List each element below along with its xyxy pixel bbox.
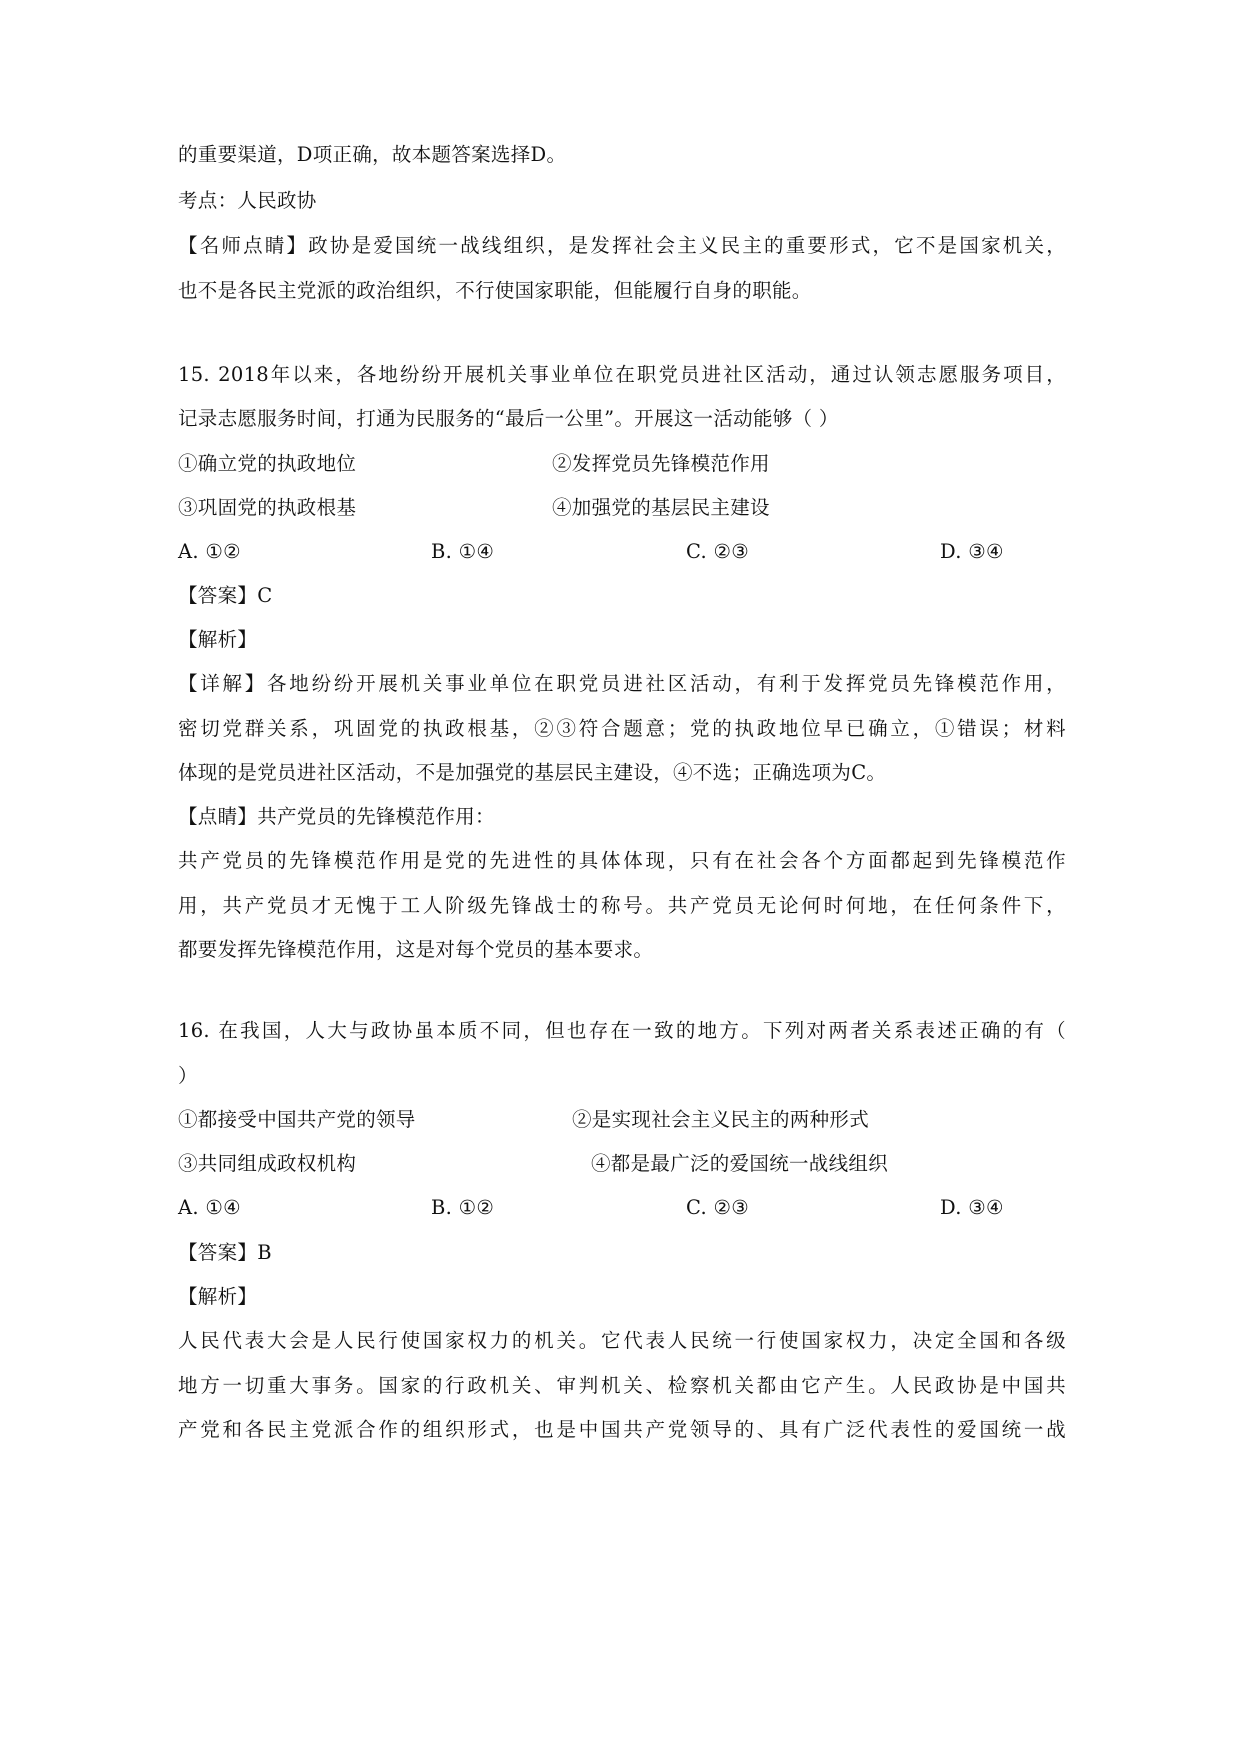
q14-note-line: 【名师点睛】政协是爱国统一战线组织，是发挥社会主义民主的重要形式，它不是国家机关， — [178, 234, 1066, 257]
q15-detail-line: 密切党群关系，巩固党的执政根基，②③符合题意；党的执政地位早已确立，①错误；材料 — [178, 717, 1066, 740]
q16-analysis-line: 地方一切重大事务。国家的行政机关、审判机关、检察机关都由它产生。人民政协是中国共 — [178, 1374, 1066, 1397]
q15-option-a: A. ①② — [178, 540, 241, 563]
q15-dianjing-line: 用，共产党员才无愧于工人阶级先锋战士的称号。共产党员无论何时何地，在任何条件下， — [178, 894, 1066, 917]
q16-item-4: ④都是最广泛的爱国统一战线组织 — [591, 1152, 889, 1175]
q16-item-3: ③共同组成政权机构 — [178, 1152, 357, 1175]
q15-analysis-title: 【解析】 — [178, 628, 258, 651]
q16-stem-line: ） — [178, 1064, 198, 1087]
q14-note-line: 也不是各民主党派的政治组织，不行使国家职能，但能履行自身的职能。 — [178, 279, 812, 302]
q16-answer: 【答案】B — [178, 1241, 272, 1264]
q16-item-2: ②是实现社会主义民主的两种形式 — [572, 1108, 870, 1131]
q15-item-4: ④加强党的基层民主建设 — [552, 496, 770, 519]
q15-detail-line: 体现的是党员进社区活动，不是加强党的基层民主建设，④不选；正确选项为C。 — [178, 761, 887, 784]
q16-analysis-title: 【解析】 — [178, 1285, 258, 1308]
q15-answer: 【答案】C — [178, 584, 273, 607]
q15-option-b: B. ①④ — [431, 540, 495, 563]
q16-analysis-line: 人民代表大会是人民行使国家权力的机关。它代表人民统一行使国家权力，决定全国和各级 — [178, 1329, 1066, 1352]
q15-stem-line: 15. 2018年以来，各地纷纷开展机关事业单位在职党员进社区活动，通过认领志愿服务项目， — [178, 363, 1066, 386]
q16-stem-line: 16. 在我国，人大与政协虽本质不同，但也存在一致的地方。下列对两者关系表述正确的有（ — [178, 1019, 1066, 1042]
q15-stem-line: 记录志愿服务时间，打通为民服务的“最后一公里”。开展这一活动能够（ ） — [178, 407, 839, 430]
q16-option-a: A. ①④ — [178, 1196, 241, 1219]
q15-option-d: D. ③④ — [940, 540, 1004, 563]
q16-item-1: ①都接受中国共产党的领导 — [178, 1108, 416, 1131]
q15-dianjing-title: 【点睛】共产党员的先锋模范作用： — [178, 805, 495, 828]
q15-dianjing-line: 都要发挥先锋模范作用，这是对每个党员的基本要求。 — [178, 938, 654, 961]
q15-item-3: ③巩固党的执政根基 — [178, 496, 357, 519]
q14-text-line: 的重要渠道，D项正确，故本题答案选择D。 — [178, 143, 567, 166]
q16-option-d: D. ③④ — [940, 1196, 1004, 1219]
q15-detail-line: 【详解】各地纷纷开展机关事业单位在职党员进社区活动，有利于发挥党员先锋模范作用， — [178, 672, 1066, 695]
q15-item-1: ①确立党的执政地位 — [178, 452, 357, 475]
q16-option-b: B. ①② — [431, 1196, 495, 1219]
q15-item-2: ②发挥党员先锋模范作用 — [552, 452, 770, 475]
q16-option-c: C. ②③ — [686, 1196, 750, 1219]
q15-option-c: C. ②③ — [686, 540, 750, 563]
q16-analysis-line: 产党和各民主党派合作的组织形式，也是中国共产党领导的、具有广泛代表性的爱国统一战 — [178, 1418, 1066, 1441]
q14-kaodian: 考点：人民政协 — [178, 189, 317, 212]
q15-dianjing-line: 共产党员的先锋模范作用是党的先进性的具体体现，只有在社会各个方面都起到先锋模范作 — [178, 849, 1066, 872]
